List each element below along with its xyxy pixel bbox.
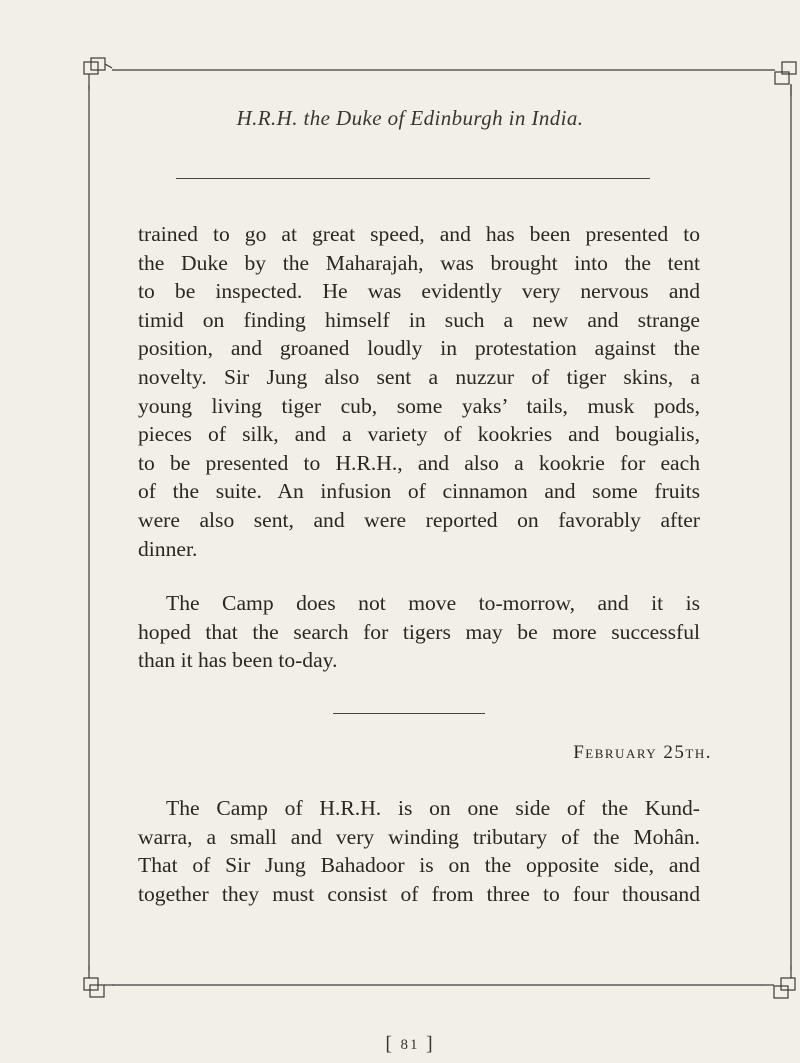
running-head: H.R.H. the Duke of Edinburgh in India.	[236, 106, 584, 130]
text-line: trained to go at great speed, and has been presented to	[138, 222, 700, 246]
corner-ornament-top-right	[756, 62, 796, 96]
text-line: dinner.	[138, 536, 198, 561]
page-number-value: 81	[400, 1037, 420, 1053]
text-line: young living tiger cub, some yaks’ tails, musk pods,	[138, 393, 700, 418]
text-line: timid on finding himself in such a new and strange	[138, 307, 700, 332]
page-number	[0, 1033, 800, 1056]
text-line: the Duke by the Maharajah, was brought into the tent	[138, 250, 700, 275]
text-line: to be inspected. He was evidently very nervous and	[138, 279, 700, 304]
paragraph-1	[138, 220, 700, 563]
right-bracket: ]	[426, 1033, 435, 1055]
text-line: together they must consist of from three to four thousand	[138, 881, 700, 906]
paragraph-3	[138, 794, 700, 908]
date-heading: February 25th.	[573, 742, 712, 763]
section-divider-rule	[333, 713, 485, 714]
text-line: were also sent, and were reported on favorably after	[138, 507, 700, 532]
text-line: That of Sir Jung Bahadoor is on the opposite side, and	[138, 853, 700, 878]
corner-ornament-bottom-left	[84, 966, 114, 997]
text-line: of the suite. An infusion of cinnamon and some fruits	[138, 479, 700, 504]
text-line: warra, a small and very winding tributary of the Mohân.	[138, 824, 700, 849]
text-line: novelty. Sir Jung also sent a nuzzur of tiger skins, a	[138, 364, 700, 389]
paragraph-2	[138, 589, 700, 675]
text-line: pieces of silk, and a variety of kookries and bougialis,	[138, 422, 700, 447]
text-line: The Camp does not move to-morrow, and it is	[166, 591, 700, 615]
text-line: than it has been to-day.	[138, 648, 338, 673]
corner-ornament-top-left	[84, 58, 112, 90]
text-line: position, and groaned loudly in protestation against the	[138, 336, 700, 361]
text-line: to be presented to H.R.H., and also a kookrie for each	[138, 450, 700, 475]
header-rule	[176, 178, 650, 179]
left-bracket: [	[385, 1033, 394, 1055]
text-line: The Camp of H.R.H. is on one side of the Kund-	[166, 796, 700, 820]
corner-ornament-bottom-right	[766, 966, 795, 998]
text-line: hoped that the search for tigers may be more successful	[138, 619, 700, 644]
